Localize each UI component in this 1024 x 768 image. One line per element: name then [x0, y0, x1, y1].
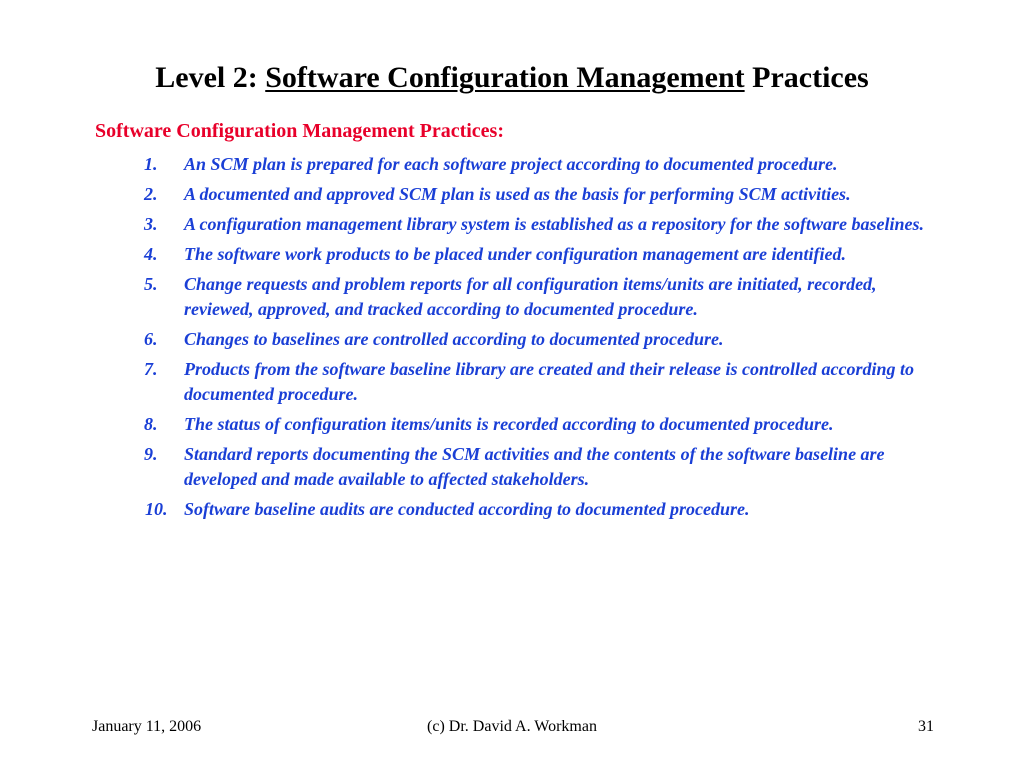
practice-item [138, 152, 948, 177]
practice-item [138, 412, 948, 437]
practice-text: A configuration management library system is established as a repository for the software baselines. [184, 214, 925, 234]
practice-item [138, 242, 948, 267]
practice-number: 6. [144, 329, 158, 349]
practice-number: 3. [144, 214, 158, 234]
practice-number: 7. [144, 359, 158, 379]
practice-text: Standard reports documenting the SCM activities and the contents of the software baseline are developed and made available to affected stakeholders. [184, 444, 885, 489]
practice-text: Products from the software baseline library are created and their release is controlled according to documented procedure. [184, 359, 914, 404]
practice-list [138, 152, 948, 527]
practice-item [138, 327, 948, 352]
footer-author: (c) Dr. David A. Workman [427, 718, 597, 735]
practice-text: Change requests and problem reports for all configuration items/units are initiated, recorded, reviewed, approved, and tracked according to documented procedure. [184, 274, 877, 319]
slide-title [0, 58, 1024, 98]
practice-item [138, 357, 948, 407]
practice-text: A documented and approved SCM plan is used as the basis for performing SCM activities. [184, 184, 851, 204]
practice-number: 1. [144, 154, 158, 174]
practice-text: Changes to baselines are controlled according to documented procedure. [184, 329, 724, 349]
practice-number: 8. [144, 414, 158, 434]
practice-number: 2. [144, 184, 158, 204]
practice-number: 10. [145, 499, 168, 519]
practice-text: Software baseline audits are conducted according to documented procedure. [184, 499, 750, 519]
practice-number: 5. [144, 274, 158, 294]
practice-number: 4. [144, 244, 158, 264]
title-underlined: Software Configuration Management [265, 61, 745, 94]
practice-item [138, 272, 948, 322]
practice-item [138, 212, 948, 237]
footer-page-number: 31 [918, 718, 934, 735]
footer-date: January 11, 2006 [92, 718, 202, 735]
practice-text: An SCM plan is prepared for each software project according to documented procedure. [184, 154, 838, 174]
practices-subheading: Software Configuration Management Practices: [95, 120, 504, 142]
practice-text: The software work products to be placed under configuration management are identified. [184, 244, 847, 264]
practice-item [138, 497, 948, 522]
title-suffix: Practices [744, 61, 869, 94]
practice-text: The status of configuration items/units is recorded according to documented procedure. [184, 414, 834, 434]
practice-item [138, 442, 948, 492]
practice-item [138, 182, 948, 207]
title-prefix: Level 2: [155, 61, 266, 94]
practice-number: 9. [144, 444, 158, 464]
